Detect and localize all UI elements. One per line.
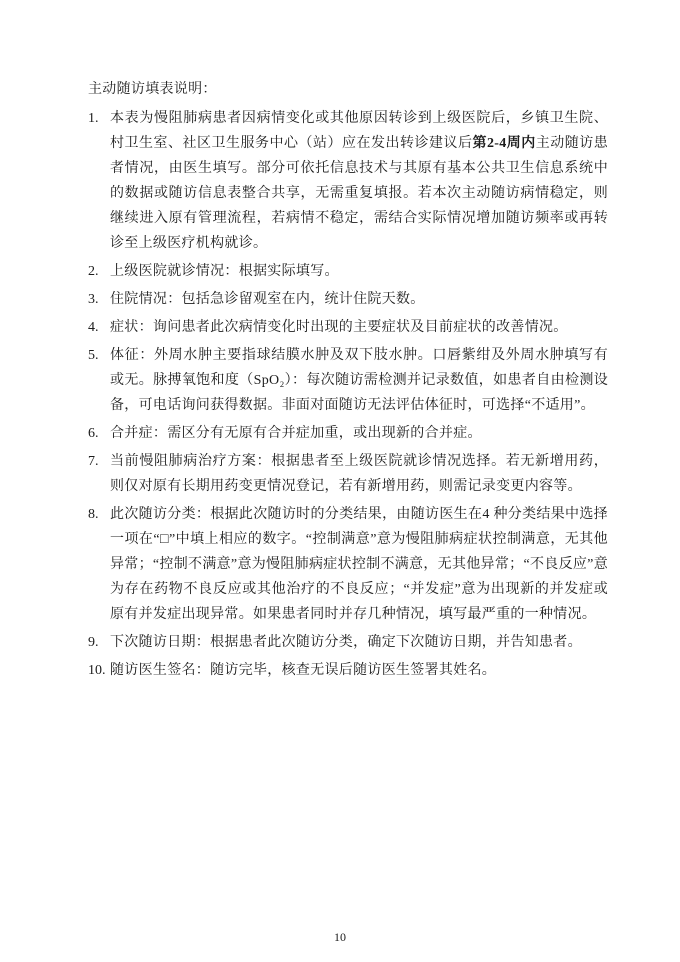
item-number: 5.	[88, 348, 99, 363]
item-text: 此次随访分类：根据此次随访时的分类结果，由随访医生在4 种分类结果中选择一项在“□”中填上相应的数字。“控制满意”意为慢阻肺病症状控制满意，无其他异常；“控制不满意”意为慢阻肺病症状控制不满意，无其他异常；“不良反应”意为存在药物不良反应或其他治疗的不良反应；“并发症”意为出现新的并发症或原有并发症出现异常。如果患者同时并存几种情况，填写最严重的一种情况。	[110, 507, 608, 622]
item-number: 3.	[88, 292, 99, 307]
item-text: 体征：外周水肿主要指球结膜水肿及双下肢水肿。口唇紫绀及外周水肿填写有或无。脉搏氧饱和度（SpO₂）：每次随访需检测并记录数值，如患者自由检测设备，可电话询问获得数据。非面对面随访无法评估体征时，可选择“不适用”。	[110, 348, 608, 413]
item-number: 1.	[88, 111, 99, 126]
item-text: 上级医院就诊情况：根据实际填写。	[110, 264, 339, 279]
item-text: 合并症：需区分有无原有合并症加重，或出现新的合并症。	[110, 426, 482, 441]
item-text: 症状：询问患者此次病情变化时出现的主要症状及目前症状的改善情况。	[110, 320, 568, 335]
list-item	[88, 315, 608, 340]
list-item	[88, 449, 608, 499]
document-title: 主动随访填表说明：	[88, 82, 217, 97]
document-content	[88, 77, 608, 686]
item-number: 4.	[88, 320, 99, 335]
item-text: 下次随访日期：根据患者此次随访分类，确定下次随访日期，并告知患者。	[110, 635, 582, 650]
item-text-segment: 主动随访患者情况，由医生填写。部分可依托信息技术与其原有基本公共卫生信息系统中的数据或随访信息表整合共享，无需重复填报。若本次主动随访病情稳定，则继续进入原有管理流程，若病情不稳定，需结合实际情况增加随访频率或再转诊至上级医疗机构就诊。	[110, 136, 609, 251]
list-item	[88, 502, 608, 627]
item-number: 2.	[88, 264, 99, 279]
list-item	[88, 259, 608, 284]
item-number: 9.	[88, 635, 99, 650]
item-text-segment: 本表为慢阻肺病患者因病情变化或其他原因转诊到上级医院后，乡镇卫生院、村卫生室、社区卫生服务中心（站）应在发出转诊建议后	[110, 111, 608, 151]
item-text	[110, 106, 608, 256]
list-item	[88, 106, 608, 256]
list-item	[88, 343, 608, 418]
item-text: 住院情况：包括急诊留观室在内，统计住院天数。	[110, 292, 425, 307]
list-item	[88, 287, 608, 312]
item-text: 当前慢阻肺病治疗方案：根据患者至上级医院就诊情况选择。若无新增用药，则仅对原有长期用药变更情况登记，若有新增用药，则需记录变更内容等。	[110, 454, 608, 494]
item-text: 随访医生签名：随访完毕，核查无误后随访医生签署其姓名。	[110, 663, 497, 678]
item-text-bold: 第2-4周内	[472, 136, 536, 151]
list-item	[88, 421, 608, 446]
list-item	[88, 658, 608, 683]
item-number: 6.	[88, 426, 99, 441]
item-number: 8.	[88, 507, 99, 522]
page-number: 10	[334, 930, 346, 944]
list-item	[88, 630, 608, 655]
item-number: 10.	[88, 663, 106, 678]
item-number: 7.	[88, 454, 99, 469]
